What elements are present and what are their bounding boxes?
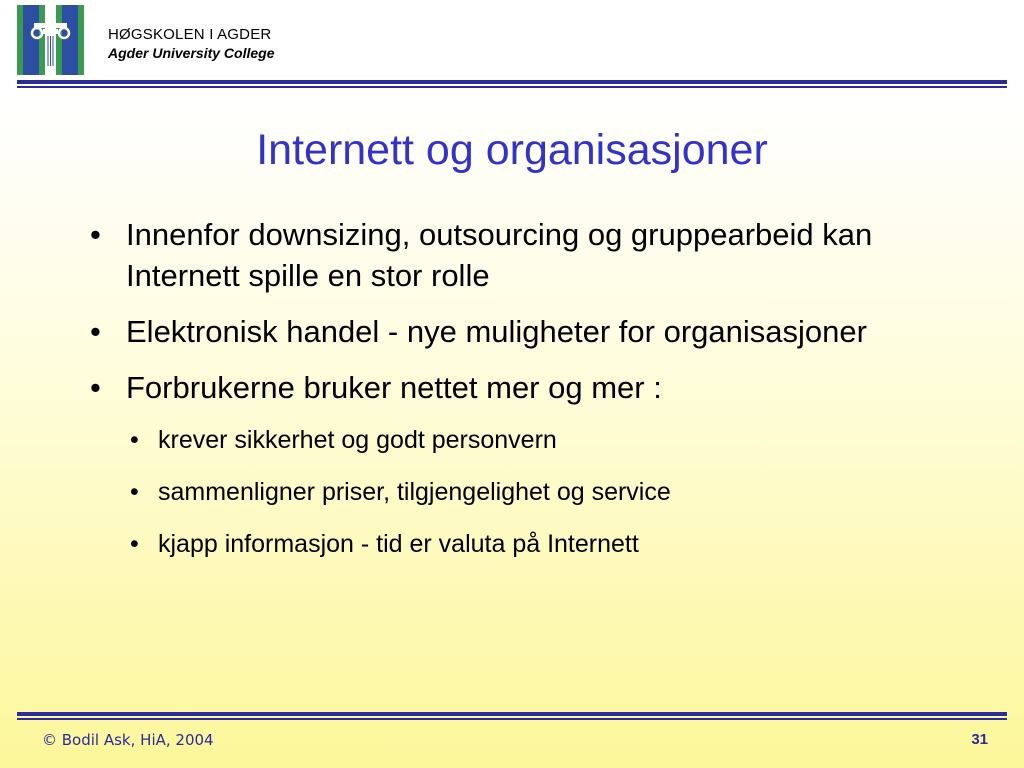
column-logo-icon — [17, 5, 84, 75]
bullet-item: • Elektronisk handel - nye muligheter for organisasjoner — [88, 311, 988, 352]
bullet-item: • Forbrukerne bruker nettet mer og mer : — [88, 367, 988, 408]
footer-copyright: © Bodil Ask, HiA, 2004 — [42, 731, 214, 749]
institution-name — [108, 26, 275, 62]
college-logo — [17, 5, 84, 75]
sub-bullet-item: • sammenligner priser, tilgjengelighet og service — [130, 475, 988, 509]
page-number: 31 — [971, 731, 988, 748]
header-divider — [17, 80, 1007, 84]
footer-divider — [17, 712, 1007, 716]
sub-bullet-item: • kjapp informasjon - tid er valuta på Internett — [130, 527, 988, 561]
bullet-item: • Innenfor downsizing, outsourcing og gruppearbeid kan Internett spille en stor rolle — [88, 214, 988, 296]
header-divider-thin — [17, 86, 1007, 88]
footer-divider-thin — [17, 718, 1007, 720]
bullet-list — [88, 214, 988, 561]
slide-title: Internett og organisasjoner — [256, 126, 768, 174]
sub-bullet-item: • krever sikkerhet og godt personvern — [130, 423, 988, 457]
institution-name-no: HØGSKOLEN I AGDER — [108, 26, 272, 43]
institution-name-en: Agder University College — [108, 45, 275, 61]
